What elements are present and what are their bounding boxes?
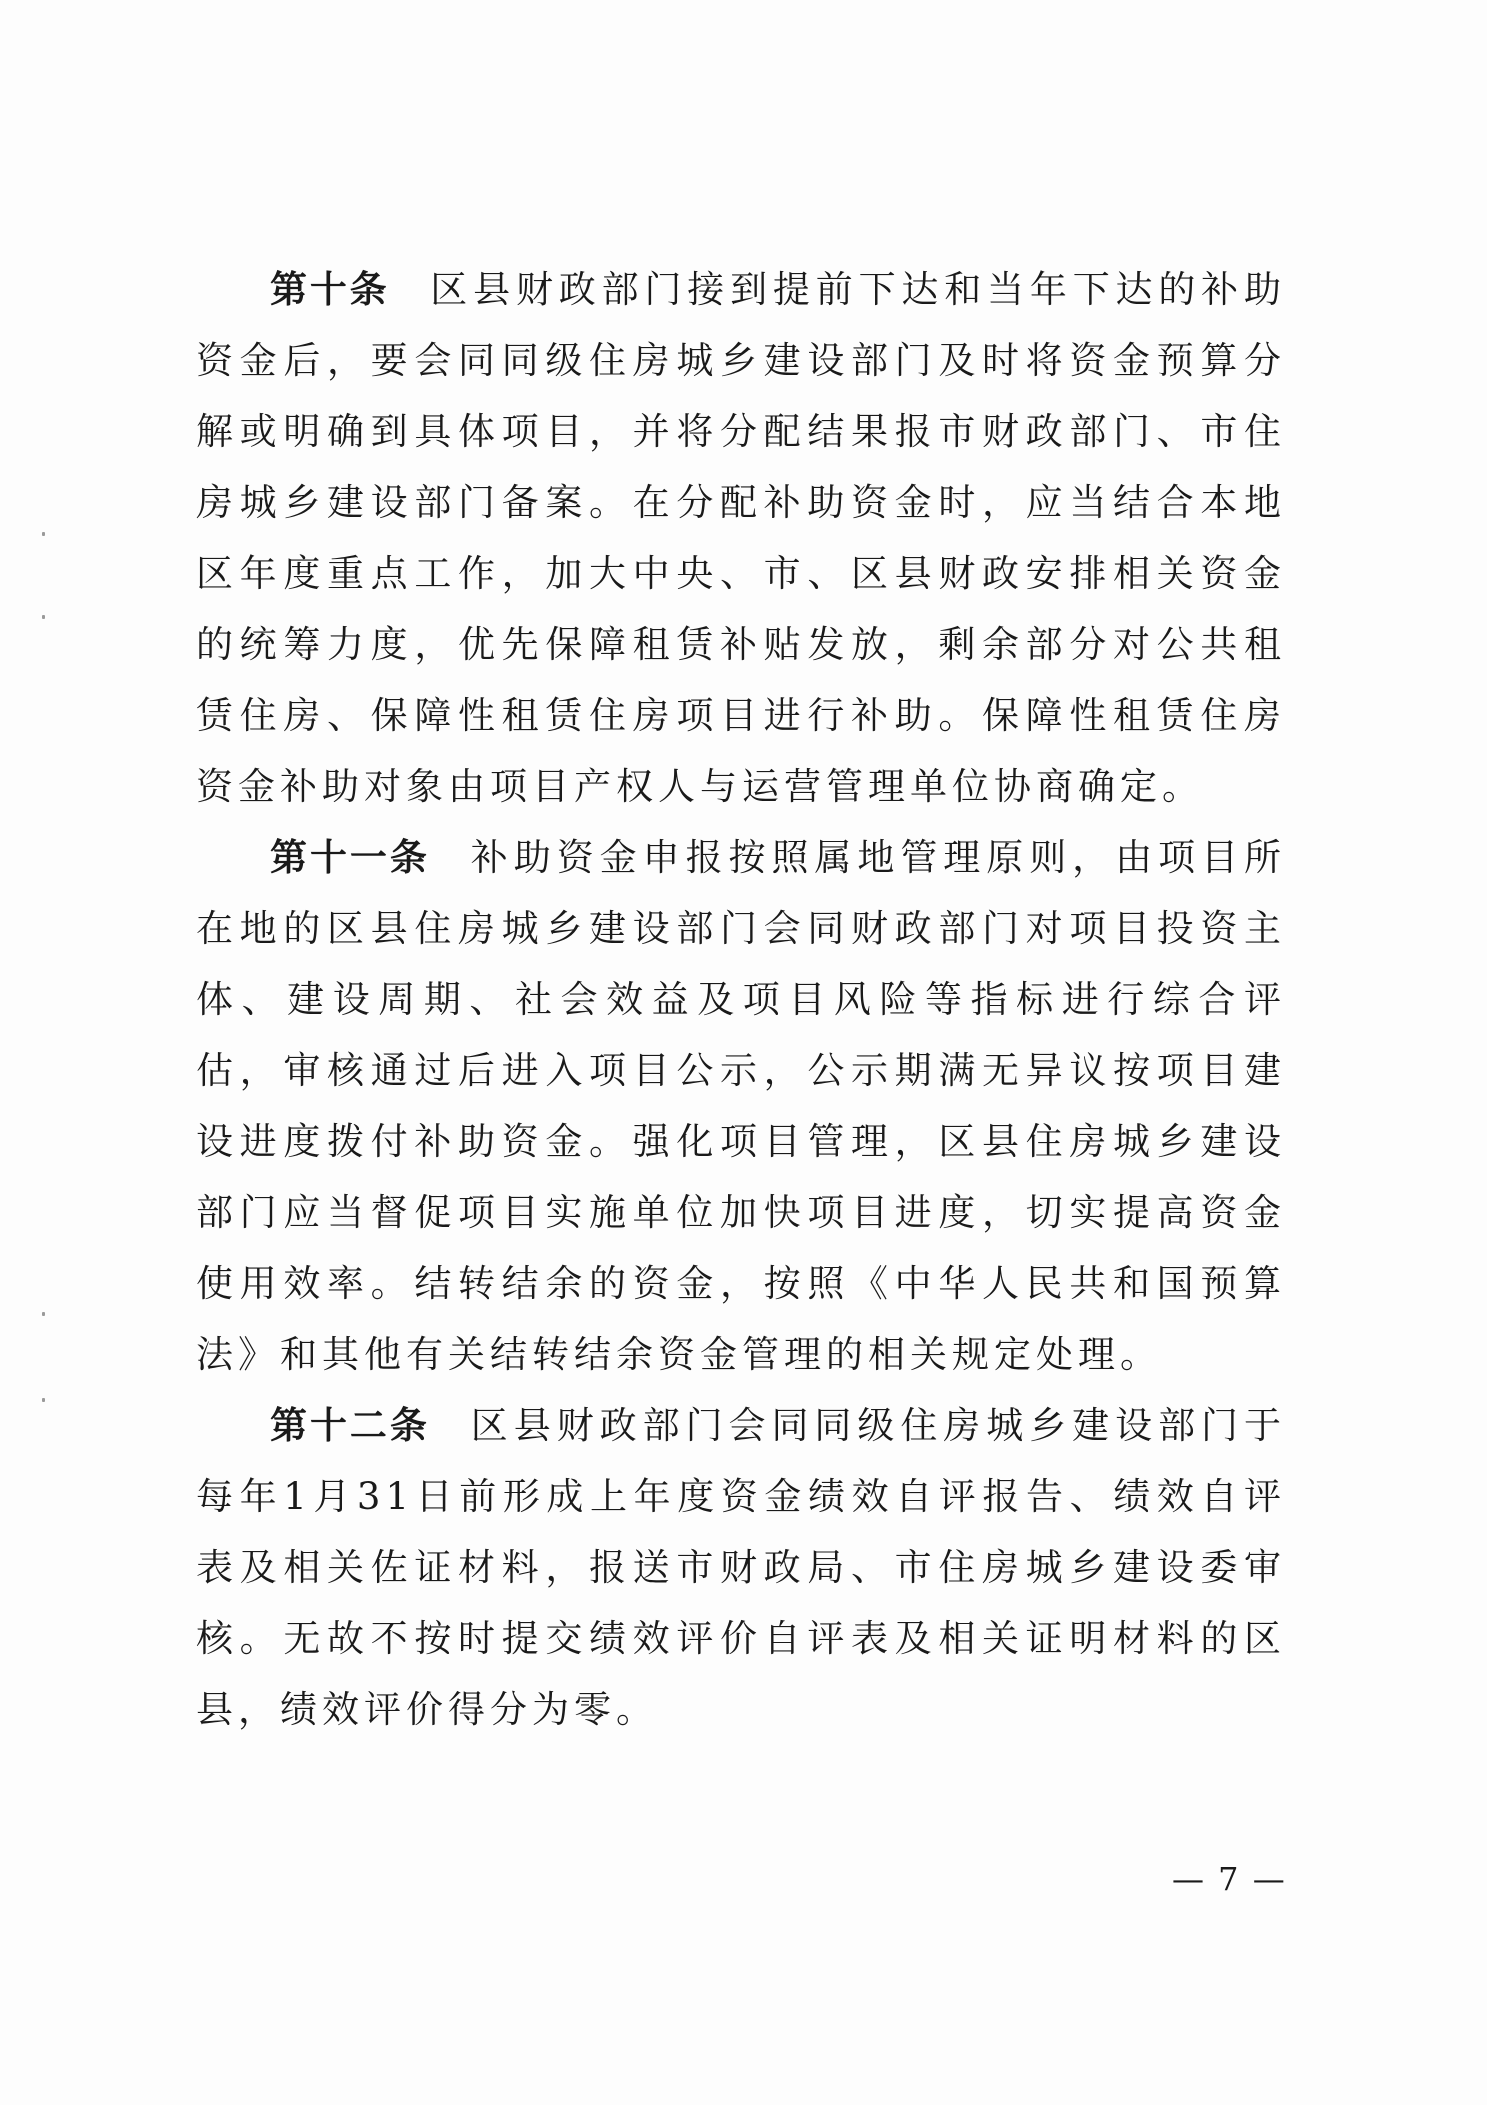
- article-11: [196, 822, 1286, 1390]
- article-title: 第十条: [270, 268, 390, 311]
- scan-mark: [42, 532, 45, 536]
- page-number: — 7 —: [1172, 1860, 1287, 1898]
- scan-mark: [42, 1312, 45, 1316]
- article-title: 第十一条: [270, 836, 430, 879]
- article-title: 第十二条: [270, 1404, 430, 1447]
- scan-mark: [42, 615, 45, 619]
- article-text: 补助资金申报按照属地管理原则，由项目所在地的区县住房城乡建设部门会同财政部门对项目投资主体、建设周期、社会效益及项目风险等指标进行综合评估，审核通过后进入项目公示，公示期满无异议按项目建设进度拨付补助资金。强化项目管理，区县住房城乡建设部门应当督促项目实施单位加快项目进度，切实提高资金使用效率。结转结余的资金，按照《中华人民共和国预算法》和其他有关结转结余资金管理的相关规定处理。: [196, 836, 1287, 1376]
- article-10: [196, 254, 1286, 822]
- scan-mark: [42, 1398, 45, 1402]
- article-text: 区县财政部门会同同级住房城乡建设部门于每年1月31日前形成上年度资金绩效自评报告、绩效自评表及相关佐证材料，报送市财政局、市住房城乡建设委审核。无故不按时提交绩效评价自评表及相关证明材料的区县，绩效评价得分为零。: [196, 1404, 1287, 1731]
- document-body: [196, 254, 1286, 1745]
- article-text: 区县财政部门接到提前下达和当年下达的补助资金后，要会同同级住房城乡建设部门及时将资金预算分解或明确到具体项目，并将分配结果报市财政部门、市住房城乡建设部门备案。在分配补助资金时，应当结合本地区年度重点工作，加大中央、市、区县财政安排相关资金的统筹力度，优先保障租赁补贴发放，剩余部分对公共租赁住房、保障性租赁住房项目进行补助。保障性租赁住房资金补助对象由项目产权人与运营管理单位协商确定。: [196, 268, 1287, 808]
- article-12: [196, 1390, 1286, 1745]
